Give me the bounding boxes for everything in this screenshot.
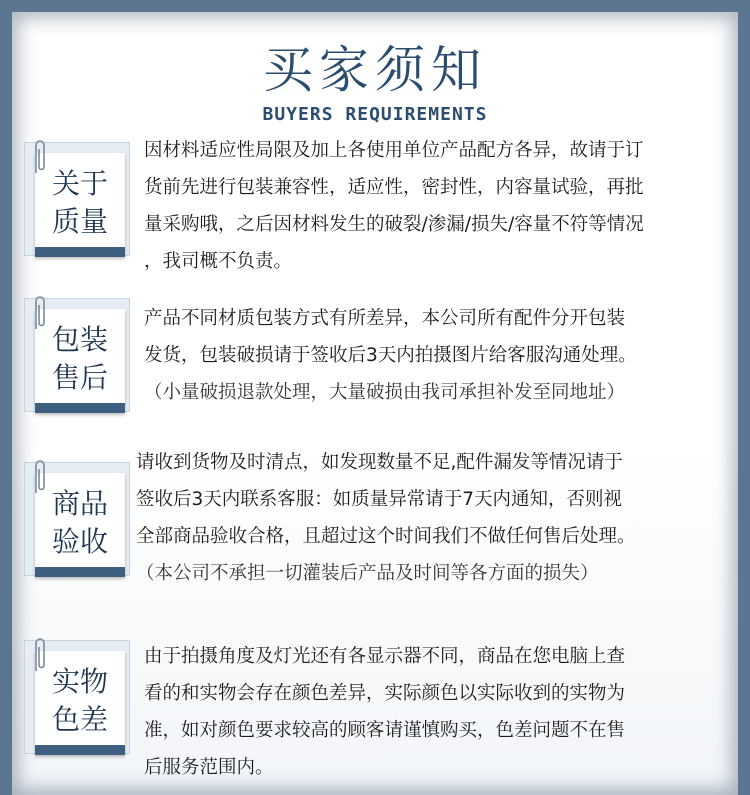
badge-line-1: 包装: [51, 323, 108, 356]
text-line: 请收到货物及时清点，如发现数量不足,配件漏发等情况请于: [136, 452, 623, 473]
badge-inspection: [24, 462, 130, 576]
text-line: 准，如对颜色要求较高的顾客请谨慎购买，色差问题不在售: [144, 720, 626, 741]
badge-line-2: 验收: [51, 525, 108, 558]
badge-line-2: 质量: [51, 205, 108, 238]
text-line: 后服务范围内。: [144, 757, 274, 778]
section-text: [144, 132, 724, 280]
section-text: [136, 444, 732, 592]
badge-line-1: 关于: [51, 167, 108, 200]
text-line: 货前先进行包装兼容性，适应性，密封性，内容量试验，再批: [144, 177, 644, 198]
text-line: 产品不同材质包装方式有所差异，本公司所有配件分开包装: [144, 308, 626, 329]
text-line: 签收后3天内联系客服：如质量异常请于7天内通知，否则视: [136, 489, 623, 510]
paperclip-icon: [31, 635, 47, 675]
text-line: 发货，包装破损请于签收后3天内拍摄图片给客服沟通处理。: [144, 345, 637, 366]
section-text: [144, 300, 724, 411]
badge-packaging: [24, 298, 130, 412]
text-line: 量采购哦，之后因材料发生的破裂/渗漏/损失/容量不符等情况: [144, 214, 644, 235]
text-line: 看的和实物会存在颜色差异，实际颜色以实际收到的实物为: [144, 683, 626, 704]
text-line: 由于拍摄角度及灯光还有各显示器不同，商品在您电脑上查: [144, 646, 626, 667]
badge-line-1: 实物: [51, 665, 108, 698]
badge-line-2: 色差: [51, 703, 108, 736]
badge-quality: [24, 142, 130, 256]
section-text: [144, 638, 724, 786]
notice-panel: [12, 12, 738, 795]
badge-line-2: 售后: [51, 361, 108, 394]
text-line: ，我司概不负责。: [144, 251, 293, 272]
text-note: （小量破损退款处理，大量破损由我司承担补发至同地址）: [144, 382, 626, 403]
page-title: 买家须知: [263, 41, 487, 99]
paperclip-icon: [31, 293, 47, 333]
text-note: （本公司不承担一切灌装后产品及时间等各方面的损失）: [136, 563, 599, 584]
badge-color-difference: [24, 640, 130, 754]
badge-line-1: 商品: [51, 487, 108, 520]
paperclip-icon: [31, 137, 47, 177]
text-line: 全部商品验收合格，且超过这个时间我们不做任何售后处理。: [136, 526, 636, 547]
text-line: 因材料适应性局限及加上各使用单位产品配方各异，故请于订: [144, 140, 644, 161]
page-subtitle: BUYERS REQUIREMENTS: [262, 104, 488, 125]
paperclip-icon: [31, 457, 47, 497]
